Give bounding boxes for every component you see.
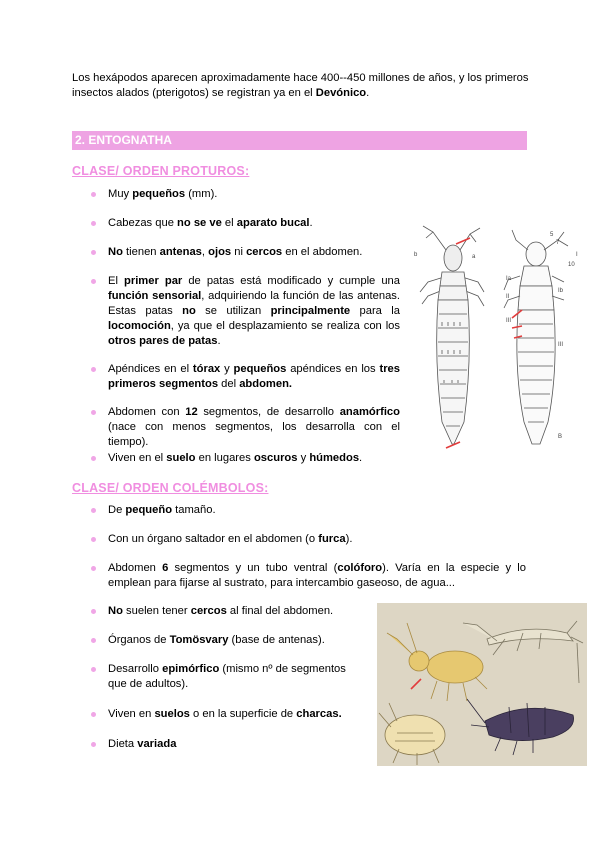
text-segment: oscuros (253, 452, 298, 464)
text-segment: Cabezas que (108, 217, 178, 229)
text-segment: De (108, 504, 126, 516)
text-segment: Abdomen con (108, 406, 186, 418)
text-segment: y (220, 363, 234, 375)
text-segment: colóforo (337, 562, 383, 574)
figure-label: 5 (550, 232, 554, 238)
text-segment: No (108, 246, 123, 258)
figure-label: III (506, 318, 512, 324)
text-segment: húmedos (309, 452, 360, 464)
list-item (108, 245, 408, 260)
list-item (108, 216, 408, 231)
text-segment: (mismo nº de segmentos que de adultos). (108, 663, 346, 690)
text-segment: charcas. (296, 708, 342, 720)
list-item (108, 737, 368, 752)
text-segment: (mm). (185, 188, 218, 200)
text-segment: , (201, 246, 209, 258)
text-segment: Muy (108, 188, 133, 200)
text-segment: tórax (192, 363, 221, 375)
figure-label: B (558, 434, 563, 440)
text-segment: suelos (154, 708, 190, 720)
text-segment: Viven en (108, 708, 155, 720)
text-segment: el (221, 217, 237, 229)
text-segment: epimórfico (162, 663, 220, 675)
text-segment: suelen tener (122, 605, 191, 617)
figure-label: a (472, 254, 476, 260)
text-segment: o en la superficie de (189, 708, 297, 720)
list-item (108, 532, 518, 547)
text-segment: ojos (208, 246, 232, 258)
text-segment: , adquiriendo la función de las antenas. Estas patas (108, 290, 400, 317)
text-segment: (nace con menos segmentos, los desarrolla con el tiempo). (108, 421, 400, 448)
collembola-illustration (377, 603, 587, 766)
text-segment: del (218, 378, 240, 390)
text-segment: Órganos de (108, 634, 170, 646)
figure-label: Ia (506, 276, 512, 282)
list-item (108, 187, 408, 202)
text-segment: ni (231, 246, 247, 258)
heading-proturos: CLASE/ ORDEN PROTUROS: (72, 164, 250, 178)
list-item (108, 633, 368, 648)
text-segment: Tomösvary (169, 634, 229, 646)
text-segment: segmentos y un tubo ventral ( (168, 562, 338, 574)
intro-paragraph: Los hexápodos aparecen aproximadamente hace 400--450 millones de años, y los primeros insectos alados (pterigotos) se registran ya en el Devónico. (72, 72, 529, 99)
text-segment: El (108, 275, 124, 287)
text-segment: anamórfico (339, 406, 400, 418)
text-segment: Viven en el (108, 452, 167, 464)
text-segment: en lugares (195, 452, 254, 464)
text-segment: función sensorial (108, 290, 202, 302)
list-item (108, 405, 400, 450)
text-segment: de patas está modificado y cumple una (182, 275, 400, 287)
figure-label: III (558, 342, 564, 348)
figure-label: 10 (568, 262, 575, 268)
text-segment: primer par (124, 275, 183, 287)
list-item (108, 451, 408, 466)
text-segment: Con un órgano saltador en el abdomen (o (108, 533, 319, 545)
list-item (108, 604, 368, 619)
section-header-entognatha: 2. ENTOGNATHA (72, 131, 527, 150)
text-segment: . (217, 335, 221, 347)
text-segment: abdomen. (239, 378, 293, 390)
text-segment: Desarrollo (108, 663, 163, 675)
text-segment: cercos (190, 605, 227, 617)
list-item (108, 274, 400, 349)
text-segment: apéndices en los (286, 363, 380, 375)
text-segment: 6 (162, 562, 169, 574)
text-segment: tres primeros segmentos (108, 363, 400, 390)
text-segment: al final del abdomen. (226, 605, 334, 617)
text-segment: tienen (122, 246, 160, 258)
text-segment: , ya que el desplazamiento se realiza con los (170, 320, 400, 332)
text-segment: ). Varía en la especie y lo emplean para fijarse al sustrato, para intercambio gaseoso, de agua... (108, 562, 527, 589)
list-item (108, 662, 360, 692)
text-segment: locomoción (108, 320, 171, 332)
text-segment: antenas (159, 246, 202, 258)
text-segment: no (182, 305, 196, 317)
list-item (108, 561, 526, 591)
text-segment: Apéndices en el (108, 363, 193, 375)
text-segment: furca (318, 533, 346, 545)
text-segment: suelo (166, 452, 196, 464)
text-segment: para la (350, 305, 400, 317)
protura-illustration (408, 222, 588, 460)
figure-label: II (506, 294, 510, 300)
text-segment: y (297, 452, 310, 464)
text-segment: tamaño. (172, 504, 216, 516)
text-segment: se utilizan (195, 305, 271, 317)
figure-label: b (414, 252, 418, 258)
text-segment: pequeño (125, 504, 173, 516)
list-item (108, 503, 518, 518)
list-item (108, 362, 400, 392)
figure-label: I (576, 252, 578, 258)
heading-colembolos: CLASE/ ORDEN COLÉMBOLOS: (72, 481, 269, 495)
text-segment: en el abdomen. (282, 246, 363, 258)
list-item (108, 707, 368, 722)
text-segment: No (108, 605, 123, 617)
text-segment: segmentos, de desarrollo (197, 406, 340, 418)
text-segment: no se ve (177, 217, 222, 229)
text-segment: ). (345, 533, 353, 545)
figure-label: Ib (558, 288, 564, 294)
text-segment: 12 (185, 406, 198, 418)
text-segment: pequeños (233, 363, 287, 375)
text-segment: aparato bucal (236, 217, 310, 229)
text-segment: otros pares de patas (108, 335, 218, 347)
text-segment: pequeños (132, 188, 186, 200)
text-segment: principalmente (270, 305, 351, 317)
text-segment: Dieta (108, 738, 138, 750)
text-segment: (base de antenas). (228, 634, 325, 646)
text-segment: cercos (246, 246, 283, 258)
figure-label: 7 (556, 240, 560, 246)
text-segment: variada (137, 738, 177, 750)
text-segment: . (309, 217, 313, 229)
text-segment: Abdomen (108, 562, 163, 574)
text-segment: . (359, 452, 363, 464)
